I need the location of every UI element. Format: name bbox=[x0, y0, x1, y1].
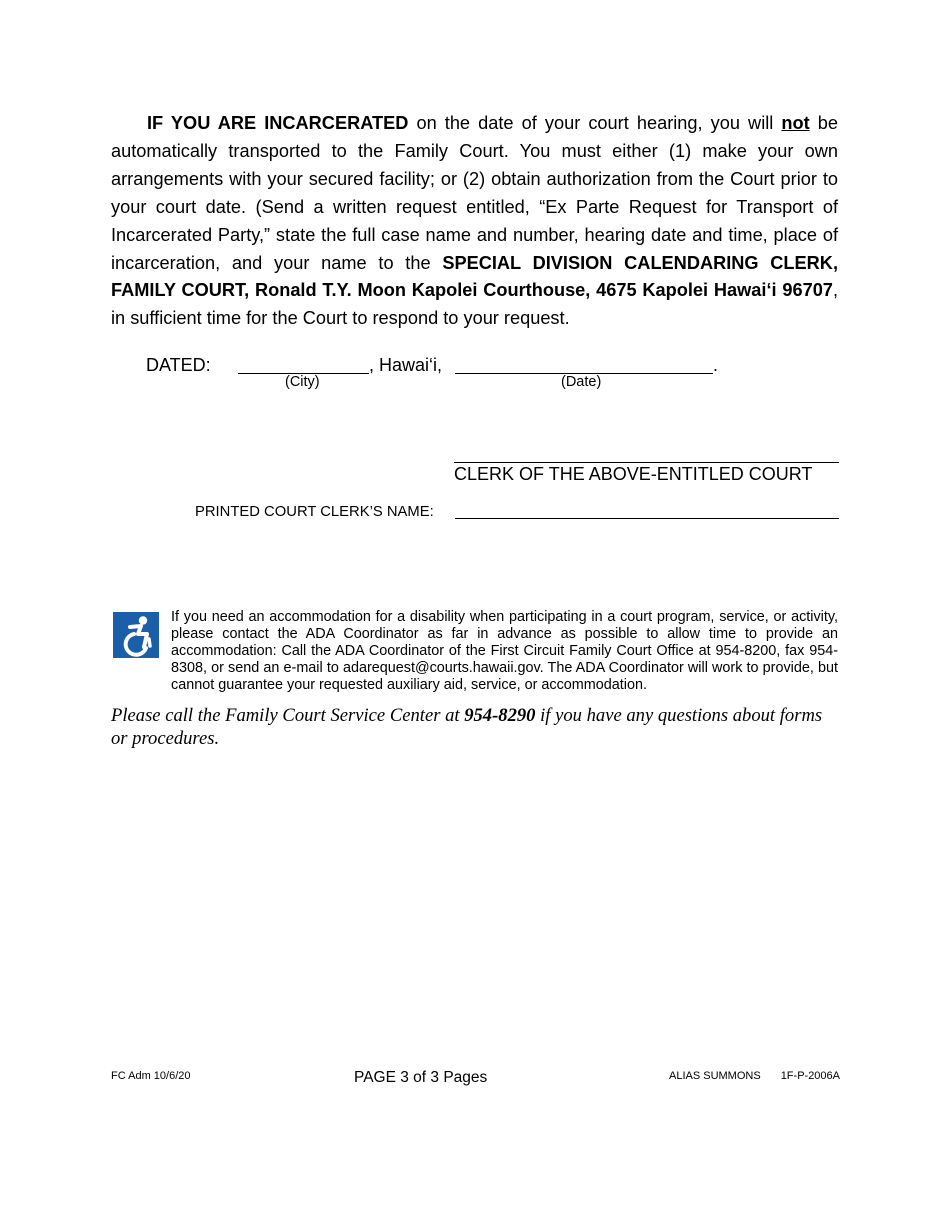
footer-form-number: 1F-P-2006A bbox=[780, 1070, 840, 1082]
city-caption: (City) bbox=[285, 374, 320, 390]
notice-text-3: , in sufficient time for the Court to respond to your request. bbox=[111, 280, 838, 329]
service-phone: 954-8290 bbox=[464, 705, 536, 726]
dated-label: DATED: bbox=[146, 355, 211, 375]
printed-name-line[interactable] bbox=[455, 518, 839, 519]
not-emphasis: not bbox=[781, 113, 810, 133]
notice-text-2: be automatically transported to the Family Court. You must either (1) make your own arrangements with your secured facility; or (2) obtain authorization from the Court prior to your court date. (Send a written request entitled, “Ex Parte Request for Transport of Incarcerated Party,” state the full case name and number, hearing date and time, place of incarceration, and your name to the bbox=[111, 113, 838, 273]
service-text-2: if you have any questions about forms or procedures. bbox=[111, 705, 823, 749]
notice-text-1: on the date of your court hearing, you will bbox=[408, 113, 782, 133]
footer-form-date: FC Adm 10/6/20 bbox=[111, 1070, 191, 1082]
accessibility-icon bbox=[113, 612, 159, 658]
footer-doc-info bbox=[669, 1070, 840, 1082]
clerk-signature-line[interactable] bbox=[454, 462, 839, 463]
printed-name-label: PRINTED COURT CLERK’S NAME: bbox=[195, 504, 434, 520]
incarceration-heading: IF YOU ARE INCARCERATED bbox=[147, 113, 409, 133]
ada-notice: If you need an accommodation for a disability when participating in a court program, service, or activity, please contact the ADA Coordinator as far in advance as possible to allow time to provide an accommodation: Call the ADA Coordinator of the First Circuit Family Court Office at 954-8200, fax 954-8308, or send an e-mail to adarequest@courts.hawaii.gov. The ADA Coordinator will work to provide, but cannot guarantee your requested auxiliary aid, service, or accommodation. bbox=[171, 609, 838, 694]
date-caption: (Date) bbox=[561, 374, 602, 390]
incarceration-notice bbox=[111, 110, 838, 333]
dated-end: . bbox=[713, 355, 719, 375]
footer-page-number: PAGE 3 of 3 Pages bbox=[354, 1069, 488, 1086]
service-text-1: Please call the Family Court Service Center at bbox=[111, 705, 465, 726]
footer-doc-title: ALIAS SUMMONS bbox=[669, 1070, 761, 1082]
clerk-title: CLERK OF THE ABOVE-ENTITLED COURT bbox=[454, 464, 813, 484]
state-label: , Hawai‘i, bbox=[369, 355, 443, 375]
service-center-note bbox=[111, 704, 838, 750]
clerk-address: SPECIAL DIVISION CALENDARING CLERK, FAMILY COURT, Ronald T.Y. Moon Kapolei Courthouse, 4675 Kapolei Hawai‘i 96707 bbox=[111, 252, 838, 301]
